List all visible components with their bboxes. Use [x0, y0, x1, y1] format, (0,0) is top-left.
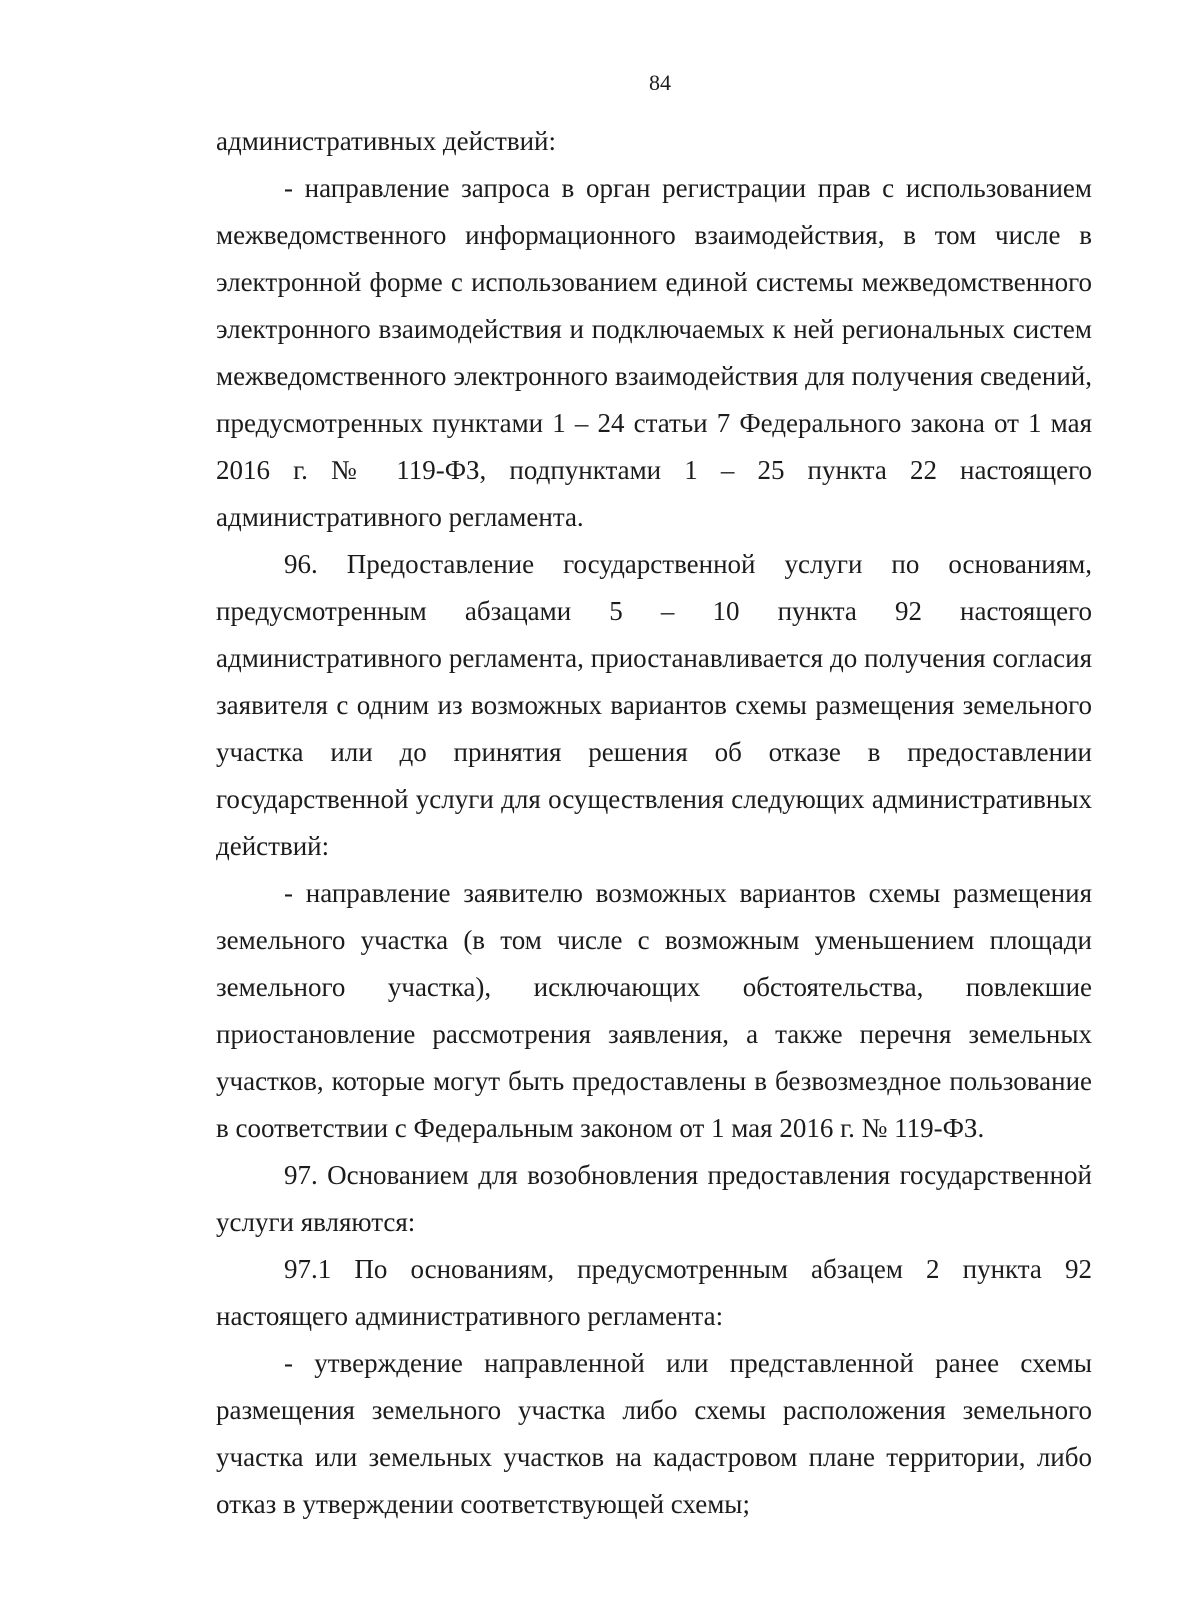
paragraph-applicant-item: - направление заявителю возможных вариантов схемы размещения земельного участка (в том числе с возможным уменьшением площади земельного участка), исключающих обстоятельства, повлекшие приостановление рассмотрения заявления, а также перечня земельных участков, которые могут быть предоставлены в безвозмездное пользование в соответствии с Федеральным законом от 1 мая 2016 г. № 119-ФЗ.: [216, 878, 1092, 1143]
document-body: [216, 118, 1092, 1528]
paragraph-96: 96. Предоставление государственной услуги по основаниям, предусмотренным абзацами 5 – 10 пункта 92 настоящего административного регламента, приостанавливается до получения согласия заявителя с одним из возможных вариантов схемы размещения земельного участка или до принятия решения об отказе в предоставлении государственной услуги для осуществления следующих административных действий:: [216, 549, 1092, 861]
paragraph-97-1: 97.1 По основаниям, предусмотренным абзацем 2 пункта 92 настоящего административного регламента:: [216, 1254, 1092, 1331]
paragraph-continuation: административных действий:: [216, 126, 556, 156]
paragraph-97: 97. Основанием для возобновления предоставления государственной услуги являются:: [216, 1160, 1092, 1237]
paragraph-request-item: - направление запроса в орган регистрации прав с использованием межведомственного информационного взаимодействия, в том числе в электронной форме с использованием единой системы межведомственного электронного взаимодействия и подключаемых к ней региональных систем межведомственного электронного взаимодействия для получения сведений, предусмотренных пунктами 1 – 24 статьи 7 Федерального закона от 1 мая 2016 г. № 119-ФЗ, подпунктами 1 – 25 пункта 22 настоящего административного регламента.: [216, 173, 1092, 532]
page-number: 84: [649, 70, 671, 95]
paragraph-approval-item: - утверждение направленной или представленной ранее схемы размещения земельного участка либо схемы расположения земельного участка или земельных участков на кадастровом плане территории, либо отказ в утверждении соответствующей схемы;: [216, 1348, 1092, 1519]
